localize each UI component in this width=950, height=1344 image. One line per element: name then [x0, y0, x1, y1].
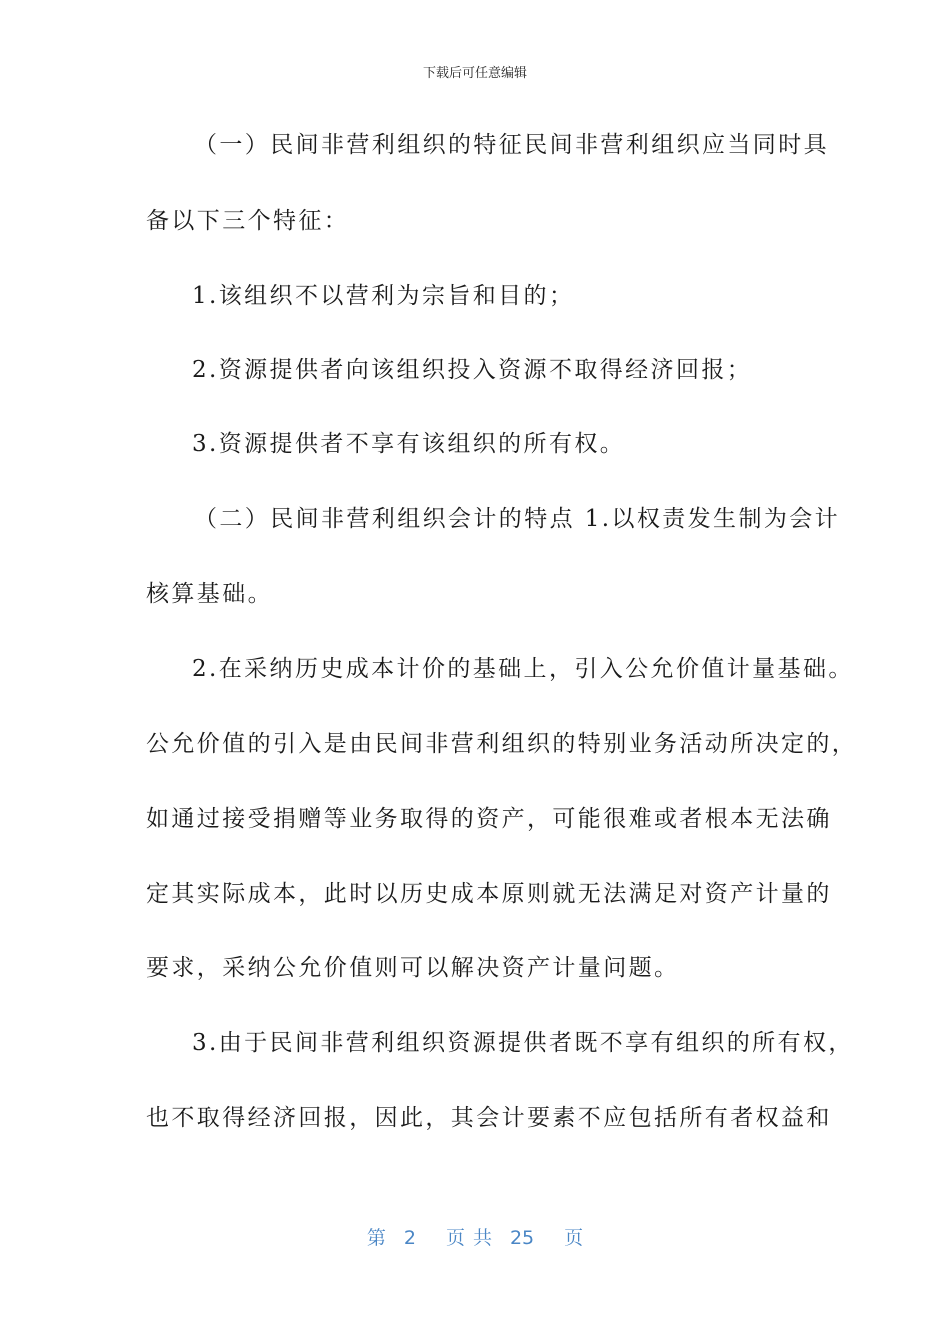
paragraph-line: 要求，采纳公允价值则可以解决资产计量问题。	[146, 955, 680, 981]
footer-page-label: 页	[445, 1227, 465, 1249]
paragraph-line: 核算基础。	[146, 581, 273, 607]
paragraph-line: 1.该组织不以营利为宗旨和目的；	[192, 283, 575, 309]
footer-prefix: 第	[366, 1227, 386, 1249]
paragraph-line: 备以下三个特征：	[146, 208, 350, 234]
paragraph-line: 定其实际成本，此时以历史成本原则就无法满足对资产计量的	[146, 881, 832, 907]
footer-total-pages: 25	[509, 1227, 535, 1249]
paragraph-line: 3.资源提供者不享有该组织的所有权。	[192, 431, 626, 457]
paragraph-line: 2.资源提供者向该组织投入资源不取得经济回报；	[192, 357, 753, 383]
paragraph-line: 3.由于民间非营利组织资源提供者既不享有组织的所有权，	[192, 1030, 854, 1056]
footer-page-number: 2	[403, 1227, 416, 1249]
footer-total-label: 共	[472, 1227, 492, 1249]
footer-suffix: 页	[564, 1227, 584, 1249]
paragraph-line: （一）民间非营利组织的特征民间非营利组织应当同时具	[194, 132, 829, 158]
paragraph-line: 如通过接受捐赠等业务取得的资产，可能很难或者根本无法确	[146, 806, 832, 832]
paragraph-line: 也不取得经济回报，因此，其会计要素不应包括所有者权益和	[146, 1105, 832, 1131]
paragraph-line: 公允价值的引入是由民间非营利组织的特别业务活动所决定的，	[146, 731, 858, 757]
paragraph-line: （二）民间非营利组织会计的特点 1.以权责发生制为会计	[194, 506, 841, 532]
paragraph-line: 2.在采纳历史成本计价的基础上，引入公允价值计量基础。	[192, 656, 854, 682]
page-header-note: 下载后可任意编辑	[422, 66, 527, 81]
page-footer	[0, 1226, 950, 1250]
